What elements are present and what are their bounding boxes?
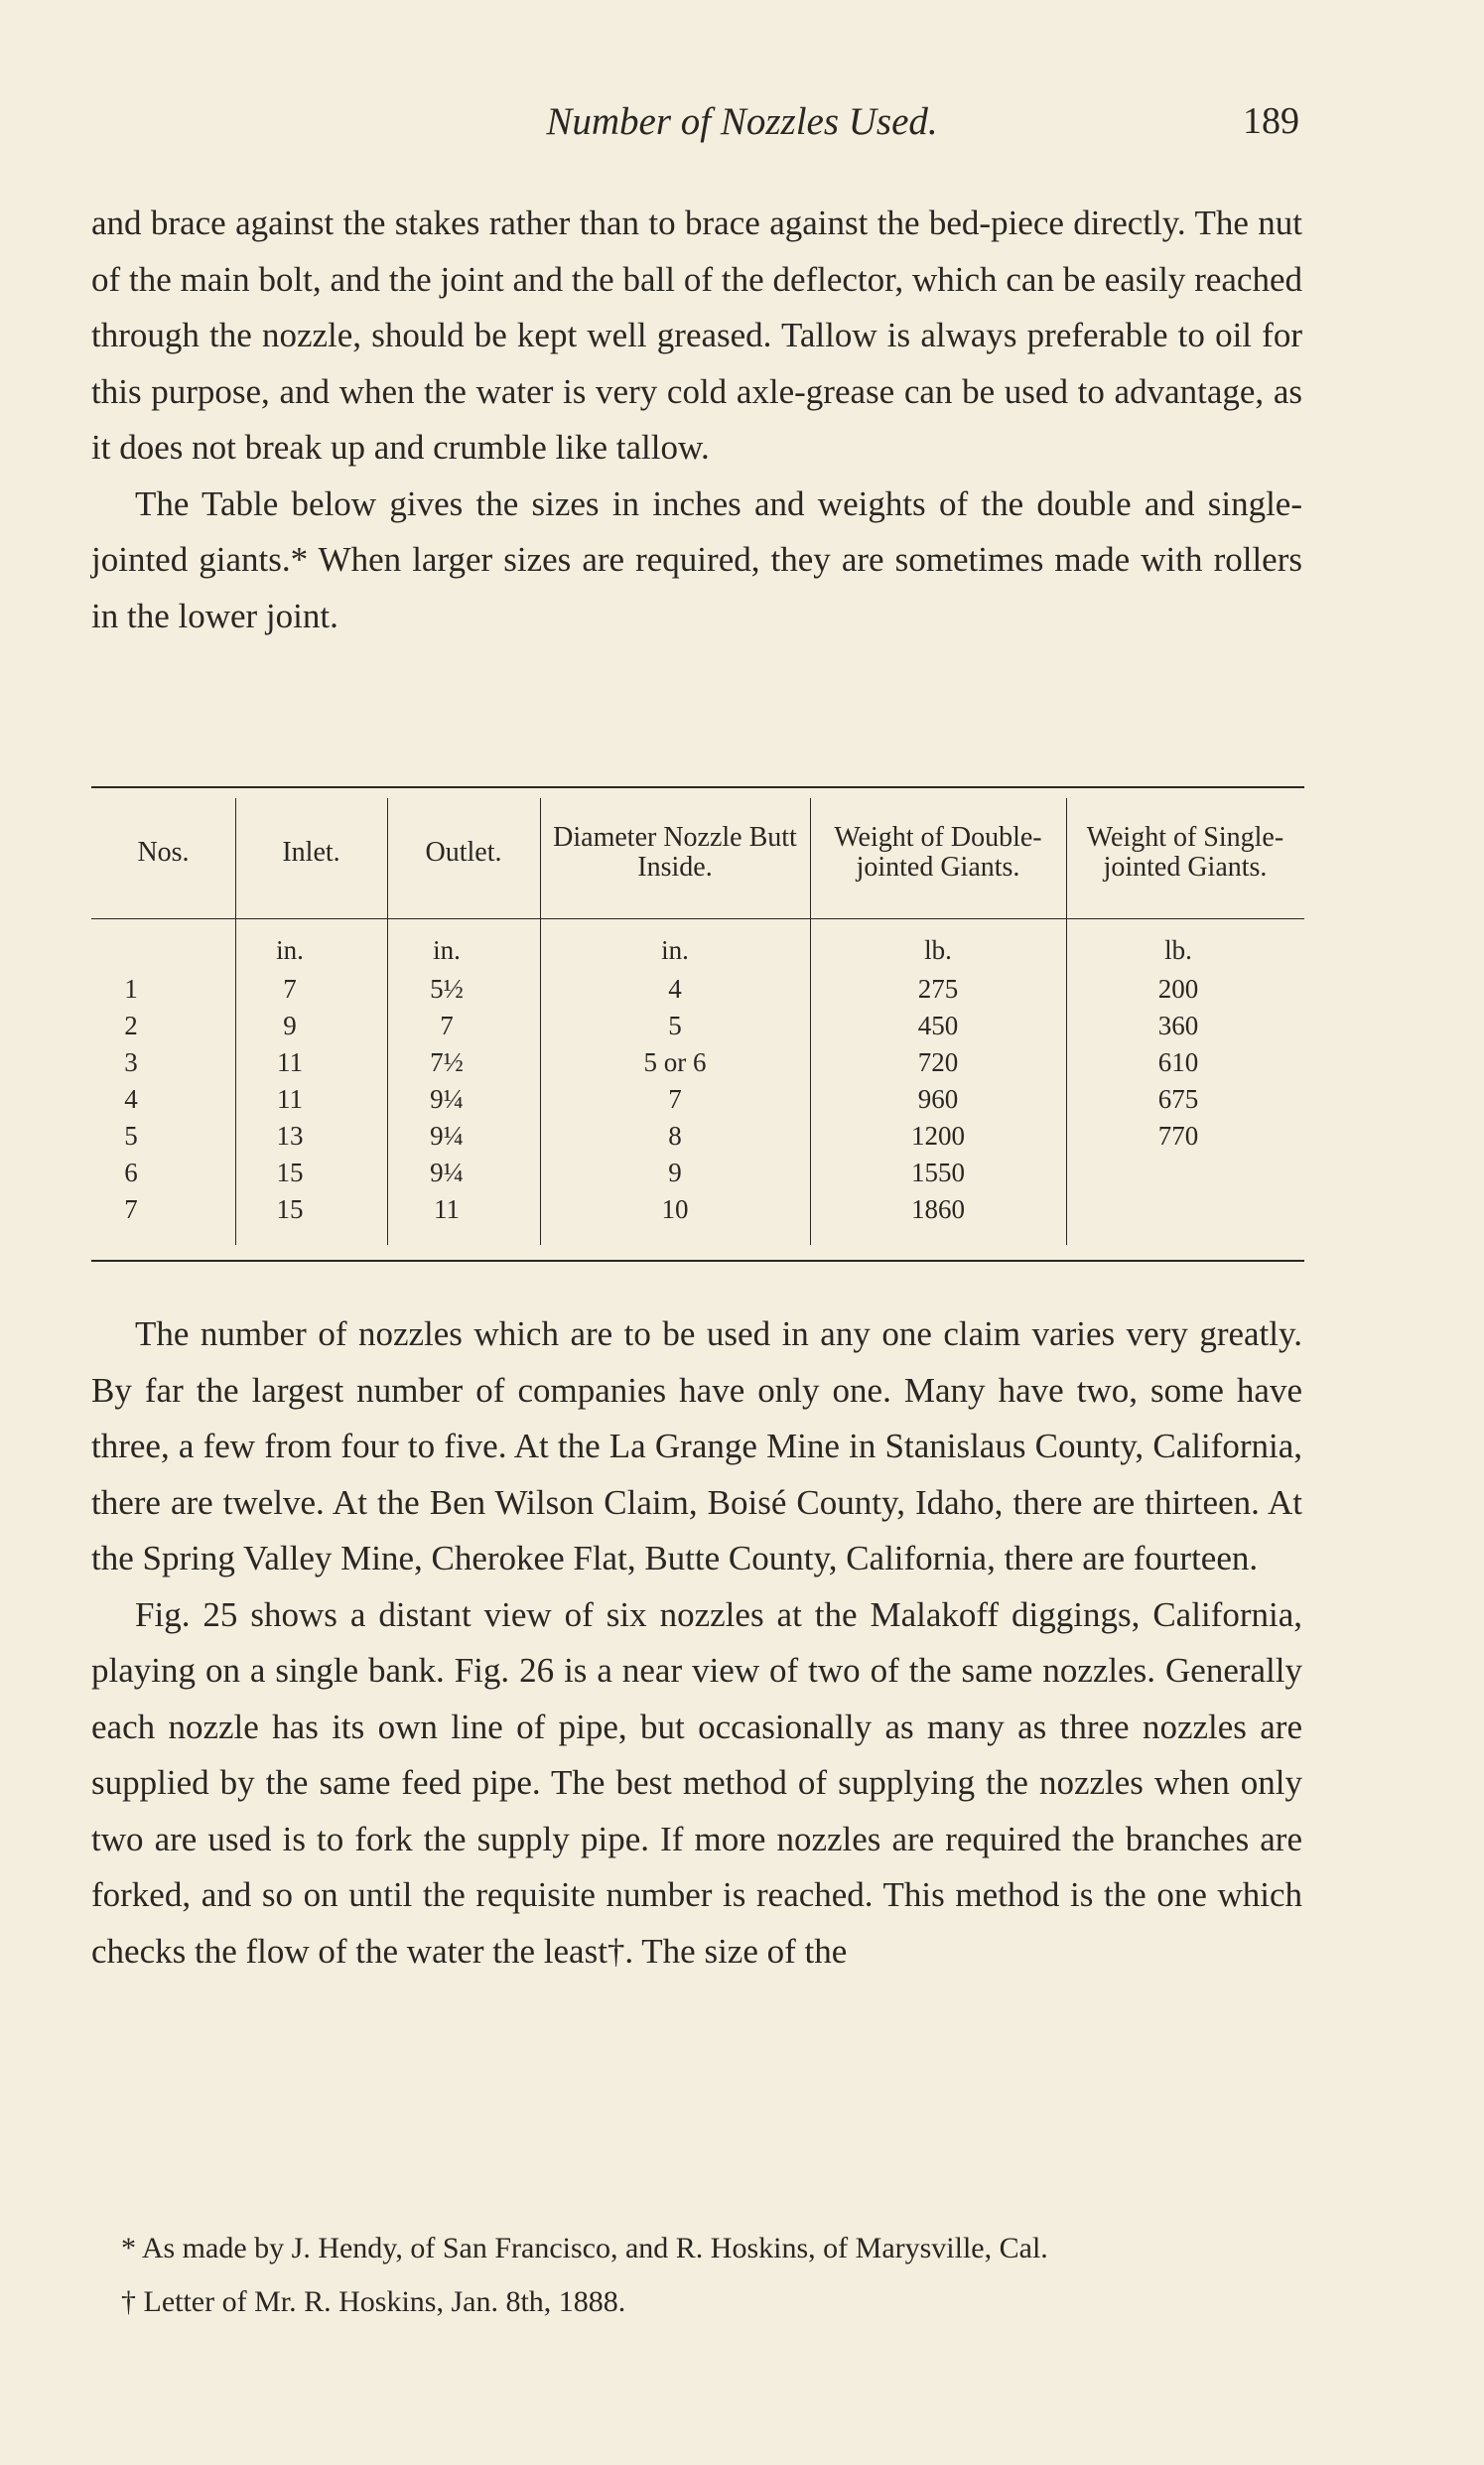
unit-single-jointed: lb. — [1164, 935, 1192, 965]
table-cell: 15 — [276, 1194, 304, 1224]
table-bottom-rule — [91, 1260, 1304, 1262]
body-text-top — [91, 196, 1302, 644]
paragraph: and brace against the stakes rather than to brace against the bed-piece directly. The nut of the main bolt, and the joint and the ball of the deflector, which can be easily reached through the nozzle, should be kept well greased. Tallow is always preferable to oil for this purpose, and when the water is very cold axle-grease can be used to advantage, as it does not break up and crumble like tallow. — [91, 204, 1302, 467]
header-single-jointed: Weight of Single-jointed Giants. — [1086, 821, 1284, 883]
table-cell: 960 — [917, 1084, 959, 1114]
column-inlet — [235, 971, 344, 1228]
table-cell: 1860 — [911, 1194, 965, 1224]
table-cell: 360 — [1157, 1011, 1199, 1040]
unit-double-jointed: lb. — [924, 935, 952, 965]
table-cell: 610 — [1157, 1047, 1199, 1077]
table-cell: 11 — [434, 1194, 460, 1224]
header-nos: Nos. — [137, 836, 190, 868]
column-nos — [91, 971, 171, 1228]
table-cell: 3 — [124, 1047, 138, 1077]
footnotes — [91, 2226, 1302, 2325]
page-number: 189 — [1243, 100, 1299, 142]
table-cell: 200 — [1157, 974, 1199, 1004]
table-cell: 675 — [1157, 1084, 1199, 1114]
table-cell: 1 — [124, 974, 138, 1004]
table-cell: 10 — [661, 1194, 689, 1224]
table-cell: 4 — [124, 1084, 138, 1114]
footnote: † Letter of Mr. R. Hoskins, Jan. 8th, 1888. — [121, 2285, 626, 2318]
header-diameter: Diameter Nozzle Butt Inside. — [553, 821, 797, 883]
column-diameter — [540, 971, 810, 1228]
unit-diameter: in. — [661, 935, 689, 965]
table-cell: 11 — [277, 1084, 303, 1114]
table-cell: 13 — [276, 1121, 304, 1151]
column-outlet — [387, 971, 506, 1228]
header-inlet: Inlet. — [282, 836, 340, 868]
table-cell: 1200 — [911, 1121, 965, 1151]
table-cell: 9¼ — [430, 1084, 464, 1114]
table-cell: 7 — [668, 1084, 682, 1114]
footnote: * As made by J. Hendy, of San Francisco, and R. Hoskins, of Marysville, Cal. — [121, 2232, 1048, 2264]
header-outlet: Outlet. — [425, 836, 502, 868]
table-cell: 275 — [917, 974, 959, 1004]
paragraph: Fig. 25 shows a distant view of six nozzles at the Malakoff diggings, California, playing on a single bank. Fig. 26 is a near view of two of the same nozzles. Generally each nozzle has its own line of pipe, but occasionally as many as three nozzles are supplied by the same feed pipe. The best method of supplying the nozzles when only two are used is to fork the supply pipe. If more nozzles are required the branches are forked, and so on until the requisite number is reached. This method is the one which checks the flow of the water the least†. The size of the — [91, 1594, 1302, 1971]
table-cell: 9¼ — [430, 1158, 464, 1187]
giants-table — [91, 786, 1304, 1263]
table-cell: 9 — [668, 1158, 682, 1187]
table-cell: 770 — [1157, 1121, 1199, 1151]
table-cell: 720 — [917, 1047, 959, 1077]
table-cell: 450 — [917, 1011, 959, 1040]
table-cell: 5 — [668, 1011, 682, 1040]
table-cell: 6 — [124, 1158, 138, 1187]
unit-outlet: in. — [433, 935, 461, 965]
table-cell: 2 — [124, 1011, 138, 1040]
body-text-bottom — [91, 1306, 1302, 1980]
paragraph: The Table below gives the sizes in inches and weights of the double and single-jointed giants.* When larger sizes are required, they are sometimes made with rollers in the lower joint. — [91, 483, 1302, 635]
table-cell: 7 — [124, 1194, 138, 1224]
running-title: Number of Nozzles Used. — [546, 100, 938, 143]
running-head — [0, 99, 1484, 159]
table-cell: 8 — [668, 1121, 682, 1151]
table-cell: 7 — [283, 974, 297, 1004]
table-cell: 9 — [283, 1011, 297, 1040]
paragraph: The number of nozzles which are to be used in any one claim varies very greatly. By far the largest number of companies have only one. Many have two, some have three, a few from four to five. At the La Grange Mine in Stanislaus County, California, there are twelve. At the Ben Wilson Claim, Boisé County, Idaho, there are thirteen. At the Spring Valley Mine, Cherokee Flat, Butte County, California, there are fourteen. — [91, 1314, 1302, 1577]
table-cell: 5 or 6 — [643, 1047, 707, 1077]
table-cell: 5½ — [430, 974, 464, 1004]
table-cell: 15 — [276, 1158, 304, 1187]
table-cell: 7½ — [430, 1047, 464, 1077]
column-double-jointed — [810, 971, 1066, 1228]
table-cell: 11 — [277, 1047, 303, 1077]
column-single-jointed — [1066, 971, 1290, 1155]
table-cell: 5 — [124, 1121, 138, 1151]
unit-inlet: in. — [276, 935, 304, 965]
header-double-jointed: Weight of Double-jointed Giants. — [834, 821, 1042, 883]
table-cell: 4 — [668, 974, 682, 1004]
table-cell: 7 — [440, 1011, 454, 1040]
table-header-rule — [91, 918, 1304, 919]
table-cell: 9¼ — [430, 1121, 464, 1151]
table-cell: 1550 — [911, 1158, 965, 1187]
